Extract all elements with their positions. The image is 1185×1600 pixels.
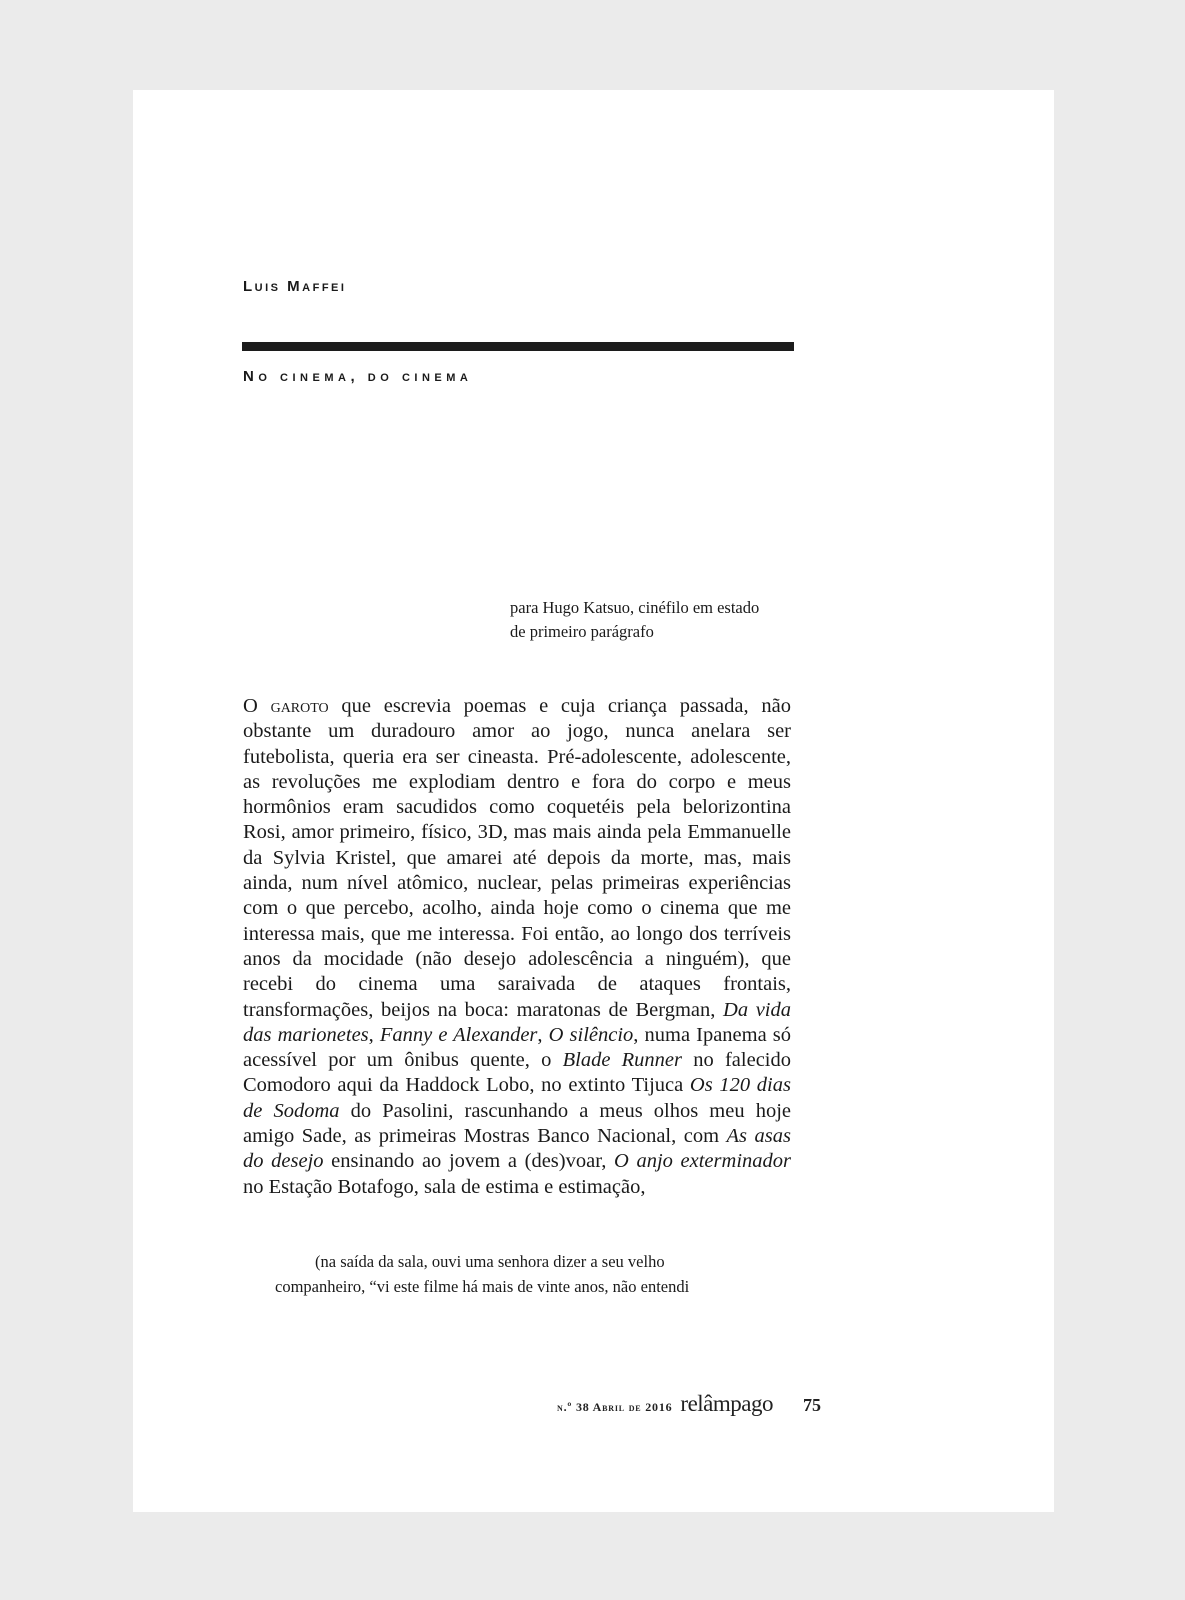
lead-word: O xyxy=(243,695,258,717)
dedication-line-1: para Hugo Katsuo, cinéfilo em estado xyxy=(510,598,760,617)
dedication-line-2: de primeiro parágrafo xyxy=(510,622,654,641)
body-text-6: no Estação Botafogo, sala de estima e estimação, xyxy=(243,1175,646,1198)
film-title: O anjo exterminador xyxy=(613,1150,791,1173)
page-footer xyxy=(557,1391,821,1417)
separator: , xyxy=(368,1023,380,1046)
lead-smallcaps: garoto xyxy=(270,695,329,717)
body-text-4: do Pasolini, rascunhando a meus olhos meu hoje amigo Sade, as primeiras Mostras Banco Nacional, com xyxy=(243,1099,791,1148)
body-text-2: , numa Ipanema só acessível por um ônibus quente, o xyxy=(243,1023,792,1072)
issue-info: n.º 38 Abril de 2016 xyxy=(557,1400,673,1414)
magazine-name: relâmpago xyxy=(680,1391,773,1416)
film-title: As asas do desejo xyxy=(243,1125,791,1173)
dedication xyxy=(510,596,810,644)
page-number: 75 xyxy=(803,1395,821,1415)
body-text-3: no falecido Comodoro aqui da Haddock Lobo, no extinto Tijuca xyxy=(243,1049,791,1097)
film-title: Blade Runner xyxy=(562,1049,683,1072)
body-text-1: que escrevia poemas e cuja criança passada, não obstante um duradouro amor ao jogo, nunca anelara ser futebolista, queria era ser cineasta. Pré-adolescente, adolescente, as revoluções me explodiam dentro e fora do corpo e meus hormônios eram sacudidos como coquetéis pela belorizontina Rosi, amor primeiro, físico, 3D, mas mais ainda pela Emmanuelle da Sylvia Kristel, que amarei até depois da morte, mas, mais ainda, num nível atômico, nuclear, pelas primeiras experiências com o que percebo, acolho, ainda hoje como o cinema que me interessa mais, que me interessa. Foi então, ao longo dos terríveis anos da mocidade (não desejo adolescência a ninguém), que recebi do cinema uma saraivada de ataques frontais, transformações, beijos na boca: maratonas de Bergman, xyxy=(243,695,791,1021)
separator: , xyxy=(537,1023,549,1046)
film-title: Os 120 dias de Sodoma xyxy=(243,1074,791,1122)
body-text-5: ensinando ao jovem a (des)voar, xyxy=(323,1150,614,1173)
quote-line-2: companheiro, “vi este filme há mais de vinte anos, não entendi xyxy=(275,1277,690,1296)
indented-quote xyxy=(275,1249,775,1299)
film-title: Da vida das marionetes xyxy=(243,998,792,1046)
body-paragraph xyxy=(243,694,791,1200)
film-title: O silêncio xyxy=(548,1023,634,1046)
quote-line-1: (na saída da sala, ouvi uma senhora dizer a seu velho xyxy=(315,1252,665,1271)
film-title: Fanny e Alexander xyxy=(379,1023,538,1046)
page xyxy=(133,90,1054,1512)
title-rule xyxy=(242,342,794,351)
article-title: No cinema, do cinema xyxy=(243,368,473,385)
author-name: Luis Maffei xyxy=(243,278,347,295)
